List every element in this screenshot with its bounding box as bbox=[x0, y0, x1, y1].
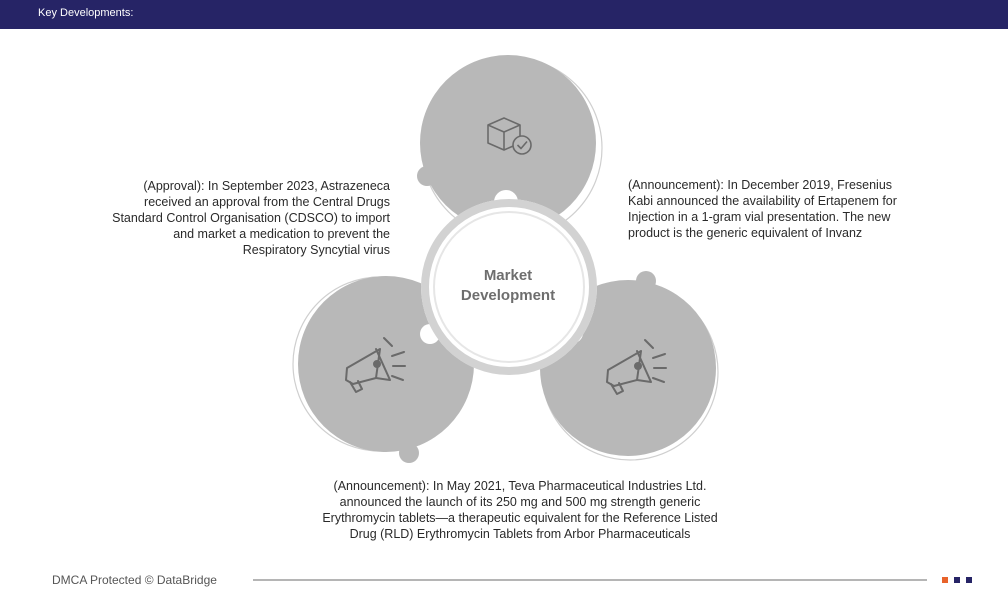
text-line: (Approval): In September 2023, Astrazeneca bbox=[143, 179, 390, 193]
fresenius-announcement-text bbox=[628, 177, 928, 241]
footer-divider bbox=[253, 579, 927, 581]
text-line: Standard Control Organisation (CDSCO) to import bbox=[112, 211, 390, 225]
center-title-line1: Market bbox=[483, 267, 533, 284]
dot-navy bbox=[954, 577, 960, 583]
text-line: Erythromycin tablets—a therapeutic equivalent for the Reference Listed bbox=[322, 511, 718, 525]
text-line: and market a medication to prevent the bbox=[173, 227, 390, 241]
text-line: Respiratory Syncytial virus bbox=[242, 243, 390, 257]
header-title: Key Developments: bbox=[38, 7, 134, 19]
text-line: product is the generic equivalent of Invanz bbox=[628, 226, 863, 240]
dot-navy bbox=[966, 577, 972, 583]
approval-text bbox=[100, 178, 390, 258]
text-line: Kabi announced the availability of Ertapenem for bbox=[628, 194, 897, 208]
center-title-line2: Development bbox=[460, 287, 556, 304]
teva-announcement-text bbox=[290, 478, 750, 542]
text-line: Injection in a 1-gram vial presentation. The new bbox=[628, 210, 891, 224]
text-line: (Announcement): In May 2021, Teva Pharmaceutical Industries Ltd. bbox=[333, 479, 707, 493]
footer-copyright: DMCA Protected © DataBridge bbox=[52, 573, 217, 587]
text-line: Drug (RLD) Erythromycin Tablets from Arbor Pharmaceuticals bbox=[349, 527, 691, 541]
dot-orange bbox=[942, 577, 948, 583]
text-line: announced the launch of its 250 mg and 500 mg strength generic bbox=[339, 495, 701, 509]
text-line: received an approval from the Central Drugs bbox=[144, 195, 390, 209]
text-line: (Announcement): In December 2019, Fresenius bbox=[628, 178, 893, 192]
center-title bbox=[438, 266, 578, 306]
